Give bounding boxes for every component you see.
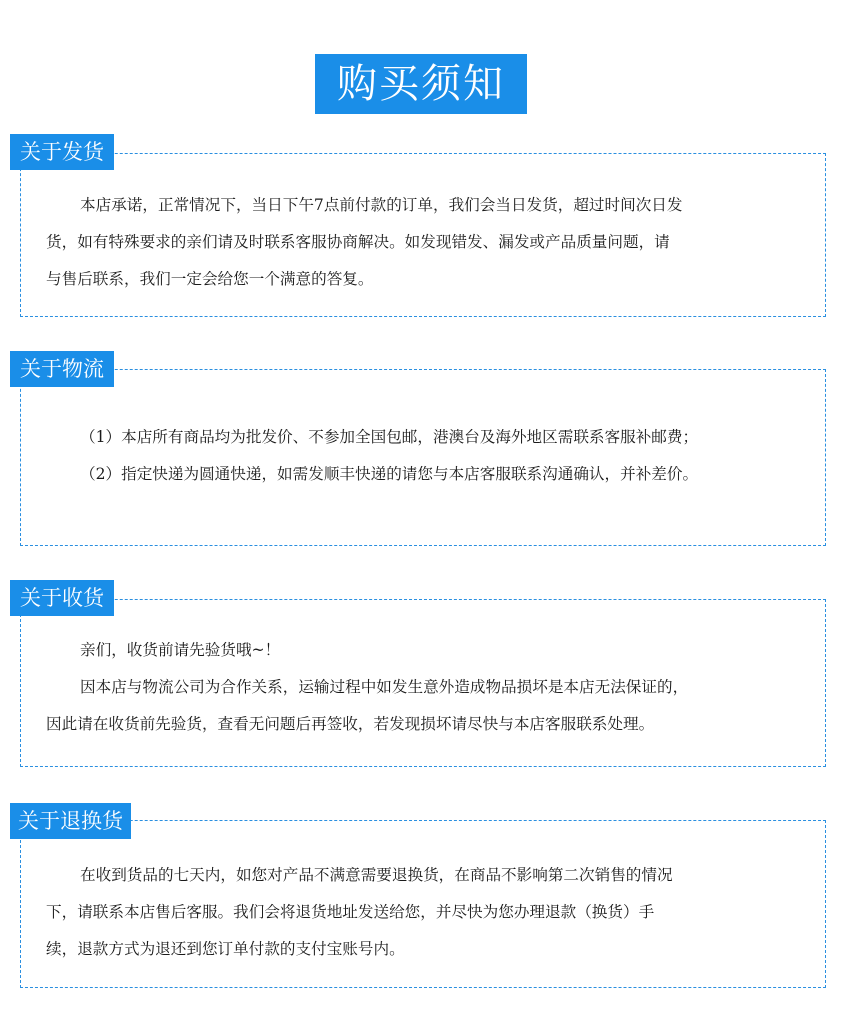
text-line: 因本店与物流公司为合作关系，运输过程中如发生意外造成物品损坏是本店无法保证的， — [80, 678, 689, 696]
text-line: （2）指定快递为圆通快递，如需发顺丰快递的请您与本店客服联系沟通确认，并补差价。 — [80, 465, 699, 483]
text-line: 续，退款方式为退还到您订单付款的支付宝账号内。 — [46, 940, 405, 958]
receiving-section-tab: 关于收货 — [10, 580, 114, 616]
text-line: 在收到货品的七天内，如您对产品不满意需要退换货，在商品不影响第二次销售的情况 — [80, 866, 673, 884]
logistics-section-text — [80, 419, 840, 493]
page-title: 购买须知 — [315, 54, 527, 114]
returns-section-tab: 关于退换货 — [10, 803, 131, 839]
text-line: 与售后联系，我们一定会给您一个满意的答复。 — [46, 270, 374, 288]
text-line: 货，如有特殊要求的亲们请及时联系客服协商解决。如发现错发、漏发或产品质量问题，请 — [46, 233, 670, 251]
text-line: 因此请在收货前先验货，查看无问题后再签收，若发现损坏请尽快与本店客服联系处理。 — [46, 715, 655, 733]
text-line: 下，请联系本店售后客服。我们会将退货地址发送给您，并尽快为您办理退款（换货）手 — [46, 903, 655, 921]
receiving-section-text — [46, 632, 806, 743]
text-line: 亲们，收货前请先验货哦~！ — [80, 641, 281, 659]
text-line: （1）本店所有商品均为批发价、不参加全国包邮，港澳台及海外地区需联系客服补邮费； — [80, 428, 699, 446]
returns-section-text — [46, 857, 806, 968]
shipping-section-text — [46, 187, 806, 298]
shipping-section-tab: 关于发货 — [10, 134, 114, 170]
text-line: 本店承诺，正常情况下，当日下午7点前付款的订单，我们会当日发货，超过时间次日发 — [80, 196, 683, 214]
logistics-section-tab: 关于物流 — [10, 351, 114, 387]
